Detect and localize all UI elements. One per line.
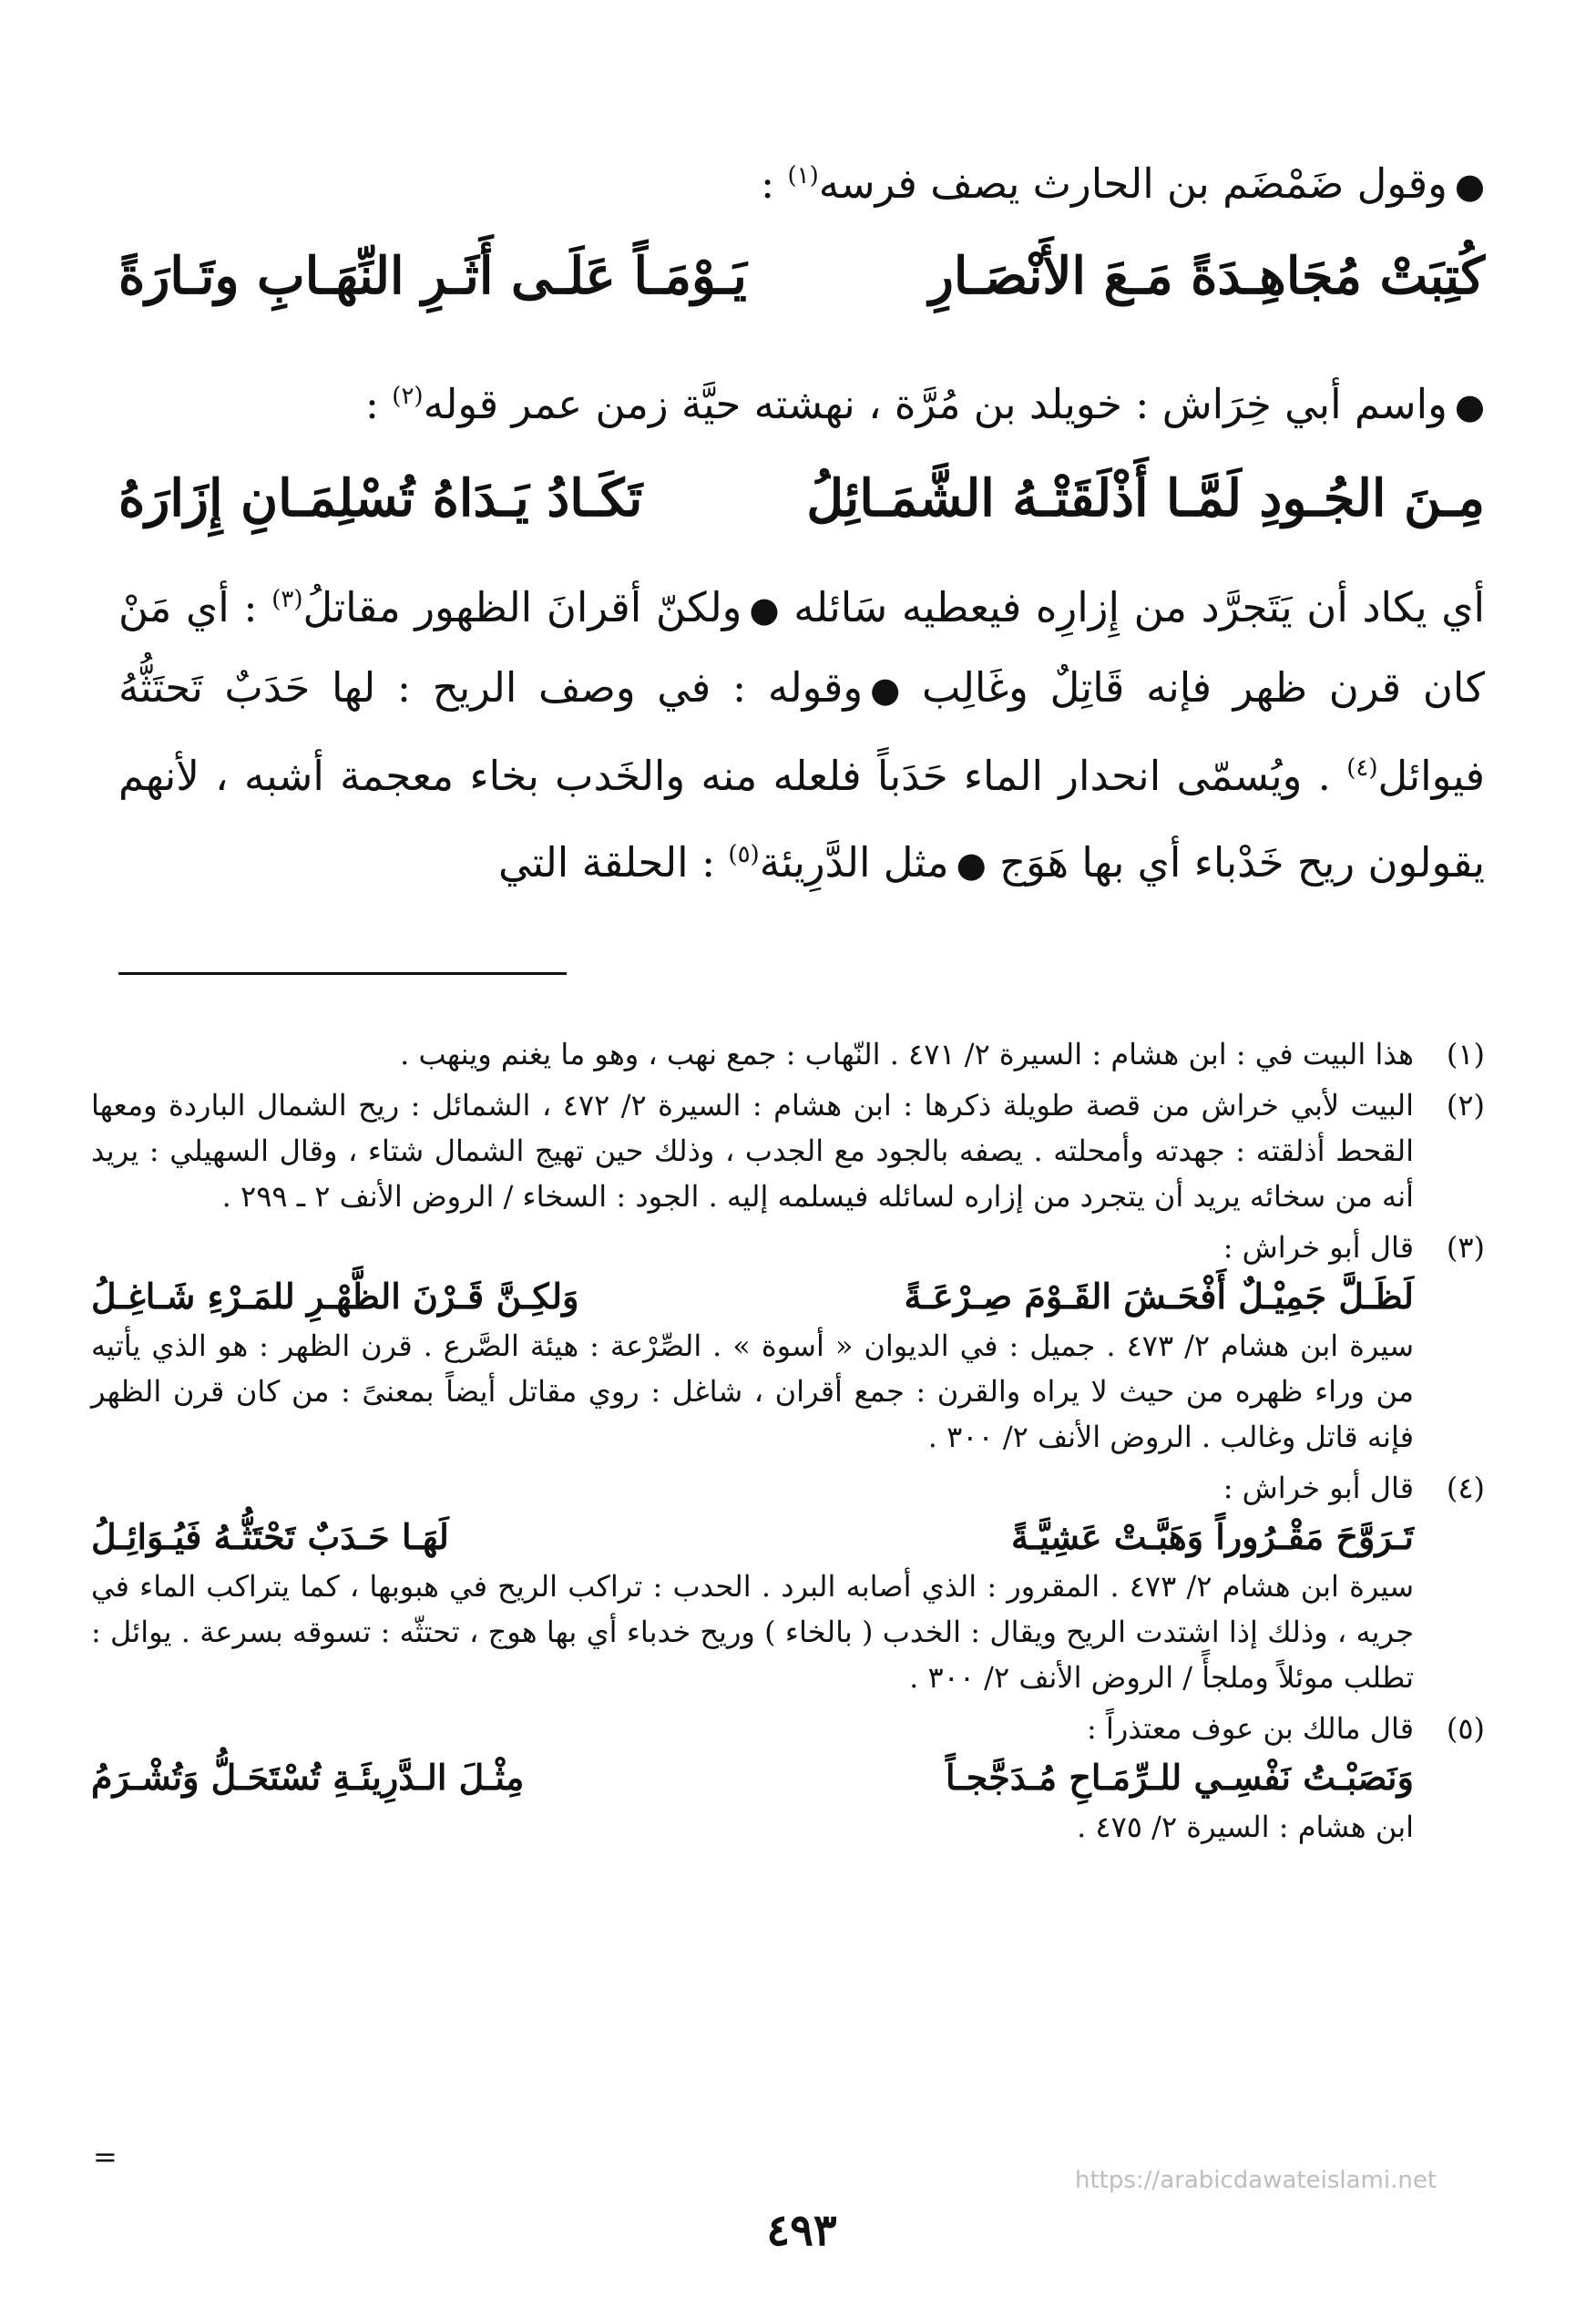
page-number: ٤٩٣ [766, 2205, 837, 2256]
footnote-number: (٥) [1446, 1711, 1485, 1746]
footnote-ref: (٥) [728, 841, 760, 868]
p2-text: واسم أبي خِرَاش : خويلد بن مُرَّة ، نهشته حيَّة زمن عمر قوله [423, 380, 1448, 428]
footnote-text: هذا البيت في : ابن هشام : السيرة ٢/ ٤٧١ . النّهاب : جمع نهب ، وهو ما يغنم وينهب . [400, 1037, 1414, 1072]
footnote-text: سيرة ابن هشام ٢/ ٤٧٣ . جميل : في الديوان « أسوة » . الصِّرْعة : هيئة الصَّرع . قرن الظهر : هو الذي يأتيه من وراء ظهره من حيث لا يراه والقرن : جمع أقران ، شاغل : روي مقاتل أيضاً بمعنىً : من كان قرن الظهر فإنه قاتل وغالب . الروض الأنف ٢/ ٣٠٠ . [91, 1328, 1415, 1454]
website-watermark: https://arabicdawateislami.net [1075, 2167, 1437, 2194]
intro-line-1 [118, 137, 1485, 225]
verse-left-hemistich: مِثْـلَ الـدَّرِيئَـةِ تُسْتَحَـلُّ وَتُشْـرَمُ [91, 1757, 525, 1798]
para-s5: . ويُسمّى انحدار الماء حَدَباً فلعله منه والخَدب بخاء معجمة أشبه ، لأنهم يقولون ريح خَدْباء أي بها هَوَج [118, 752, 1485, 887]
para-s3: : أي مَنْ كان قرن ظهر فإنه قَاتِلٌ وغَالِب [118, 583, 1486, 712]
footnote-number: (٤) [1446, 1471, 1485, 1505]
verse-2 [118, 467, 1485, 530]
footnote-intro: قال مالك بن عوف معتذراً : [1087, 1711, 1414, 1746]
p2-tail: : [364, 380, 393, 428]
footnote-intro: قال أبو خراش : [1223, 1471, 1414, 1505]
footnotes [91, 1031, 1485, 1855]
bullet-icon: ● [870, 670, 901, 710]
footnote-text: سيرة ابن هشام ٢/ ٤٧٣ . المقرور : الذي أصابه البرد . الحدب : تراكب الريح في هبوبها ، كما يتراكب الماء في جريه ، وذلك إذا اشتدت الريح ويقال : الخدب ( بالخاء ) وريح خدباء أي بها هوج ، تحتثّه : تسوقه بسرعة . يوائل : تطلب موئلاً وملجأً / الروض الأنف ٢/ ٣٠٠ . [91, 1569, 1415, 1695]
p1-text: وقول ضَمْضَم بن الحارث يصف فرسه [818, 159, 1448, 208]
verse-2-right-hemistich: مِـنَ الجُـودِ لَمَّـا أَذْلَقَتْـهُ الشَّمَـائِلُ [806, 468, 1485, 528]
footnote-4 [91, 1465, 1485, 1700]
para-s2: ولكنّ أقرانَ الظهور مقاتلُ [302, 583, 742, 631]
intro-line-2 [118, 357, 1485, 446]
verse-1 [118, 244, 1485, 308]
bullet-icon: ● [1454, 166, 1485, 206]
p1-tail: : [761, 159, 788, 208]
verse-right-hemistich: تَـرَوَّحَ مَقْـرُوراً وَهَبَّـتْ عَشِيَّـةً [1010, 1516, 1414, 1557]
footnote-number: (١) [1446, 1037, 1485, 1072]
footnote-intro: قال أبو خراش : [1223, 1230, 1414, 1265]
footnote-3 [91, 1225, 1485, 1460]
para-s6: مثل الدَّرِيئة [759, 838, 949, 887]
footnote-text: البيت لأبي خراش من قصة طويلة ذكرها : ابن هشام : السيرة ٢/ ٤٧٢ ، الشمائل : ريح الشمال الباردة ومعها القحط أذلقته : جهدته وأمحلته . يصفه بالجود مع الجدب ، وذلك حين تهيج الشمال شتاء ، وقال السهيلي : يريد أنه من سخائه يريد أن يتجرد من إزاره لسائله فيسلمه إليه . الجود : السخاء / الروض الأنف ٢ ـ ٢٩٩ . [91, 1088, 1415, 1214]
footnote-number: (٢) [1446, 1088, 1485, 1123]
footnote-ref: (١) [787, 162, 819, 190]
verse-2-left-hemistich: تَكَـادُ يَـدَاهُ تُسْلِمَـانِ إِزَارَهُ [118, 468, 643, 528]
footnote-verse [91, 1751, 1414, 1804]
bullet-icon: ● [1454, 386, 1485, 426]
para-s1: أي يكاد أن يَتَجرَّد من إِزارِه فيعطيه سَائله [793, 583, 1485, 631]
bullet-icon: ● [749, 590, 780, 630]
verse-right-hemistich: وَنَصَبْـتُ نَفْسِـي للـرِّمَـاحِ مُـدَجَّجـاً [945, 1757, 1414, 1798]
footnote-ref: (٢) [392, 383, 424, 410]
para-s4: وقوله : في وصف الريح : لها حَدَبٌ تَحتَثُّهُ فيوائل [118, 663, 1485, 800]
footnote-1 [91, 1031, 1485, 1077]
footnote-2 [91, 1082, 1485, 1219]
bullet-icon: ● [956, 845, 987, 885]
footnote-separator [118, 972, 567, 975]
footnote-verse [91, 1511, 1414, 1564]
footnote-text: ابن هشام : السيرة ٢/ ٤٧٥ . [1077, 1810, 1414, 1844]
para-s7: : الحلقة التي [498, 838, 729, 887]
commentary-paragraph [118, 560, 1485, 904]
footnote-5 [91, 1706, 1485, 1850]
footnote-ref: (٤) [1346, 754, 1378, 782]
verse-1-right-hemistich: كُتِبَتْ مُجَاهِـدَةً مَـعَ الأَنْصَـارِ [928, 246, 1485, 306]
continuation-mark: = [93, 2139, 118, 2174]
footnote-ref: (٣) [271, 586, 303, 613]
verse-left-hemistich: لَهَـا حَـدَبٌ تَحْتَثُّـهُ فَيُـوَائِـلُ [91, 1516, 449, 1557]
verse-1-left-hemistich: يَـوْمَـاً عَلَـى أَثَـرِ النِّهَـابِ وتَـارَةً [118, 246, 747, 306]
verse-left-hemistich: وَلكِـنَّ قَـرْنَ الظَّهْـرِ للمَـرْءِ شَـاغِـلُ [91, 1276, 579, 1317]
verse-right-hemistich: لَظَـلَّ جَمِيْـلٌ أَفْحَـشَ القَـوْمَ صِـرْعَـةً [904, 1276, 1414, 1317]
footnote-verse [91, 1270, 1414, 1323]
footnote-number: (٣) [1446, 1230, 1485, 1265]
